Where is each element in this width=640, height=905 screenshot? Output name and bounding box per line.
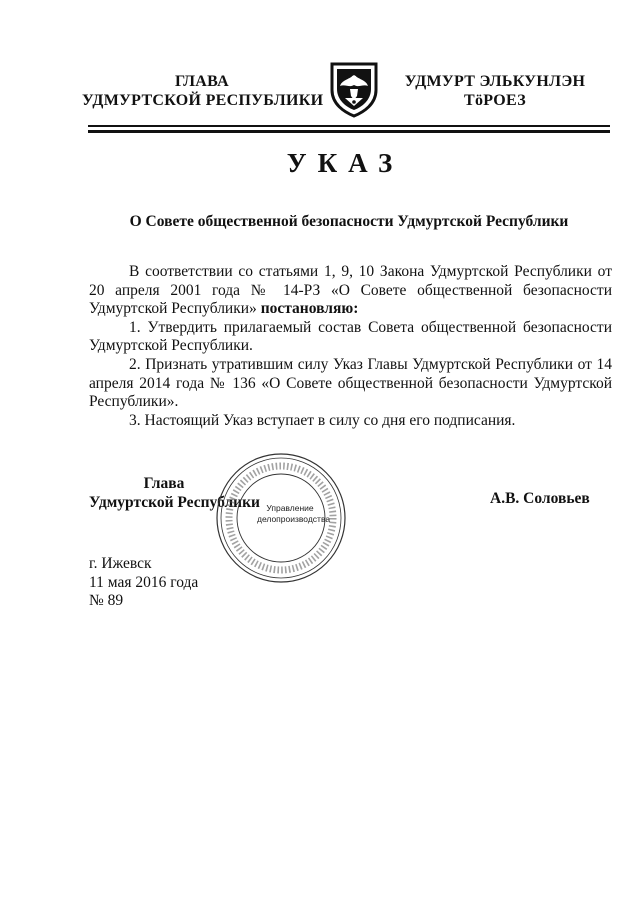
udmurt-coat-of-arms-icon [328,60,380,118]
item-1: 1. Утвердить прилагаемый состав Совета общественной безопасности Удмуртской Республики. [89,318,612,355]
stamp-label-line1: Управление [266,503,314,513]
footer-number: № 89 [89,592,124,610]
header-left [82,72,322,110]
document-subject: О Совете общественной безопасности Удмуртской Республики [129,213,569,230]
header-right-line2: ТӧРОЕЗ [464,92,526,109]
stamp-label-line2: делопроизводства [257,513,331,524]
footer-city: г. Ижевск [89,555,152,572]
document-body [89,263,612,430]
item-3: 3. Настоящий Указ вступает в силу со дня его подписания. [129,411,516,429]
preamble-text: В соответствии со статьями 1, 9, 10 Закона Удмуртской Республики от 20 апреля 2001 года № 14-РЗ «О Совете общественной безопасности Удмуртской Республики» [89,263,612,318]
document-title: УКАЗ [286,148,404,178]
stamp-label [257,503,331,524]
header-left-line1: ГЛАВА [175,73,229,90]
signatory-position-line2: Удмуртской Республики [89,494,260,511]
preamble-paragraph [89,263,612,319]
decree-word: постановляю: [260,300,359,318]
item-2: 2. Признать утратившим силу Указ Главы Удмуртской Республики от 14 апреля 2014 года № 136 «О Совете общественной безопасности Удмуртской Республики». [89,355,612,411]
header-right-line1: УДМУРТ ЭЛЬКУНЛЭН [404,73,586,90]
signatory-name: А.В. Соловьев [490,490,590,507]
header-right [400,72,590,110]
footer-date: 11 мая 2016 года [89,573,199,591]
document-footer [89,555,198,611]
header-left-line2: УДМУРТСКОЙ РЕСПУБЛИКИ [82,92,324,109]
header-rule-thick [88,130,610,133]
header-rule-thin [88,125,610,127]
signatory-position-line1: Глава [143,475,185,492]
